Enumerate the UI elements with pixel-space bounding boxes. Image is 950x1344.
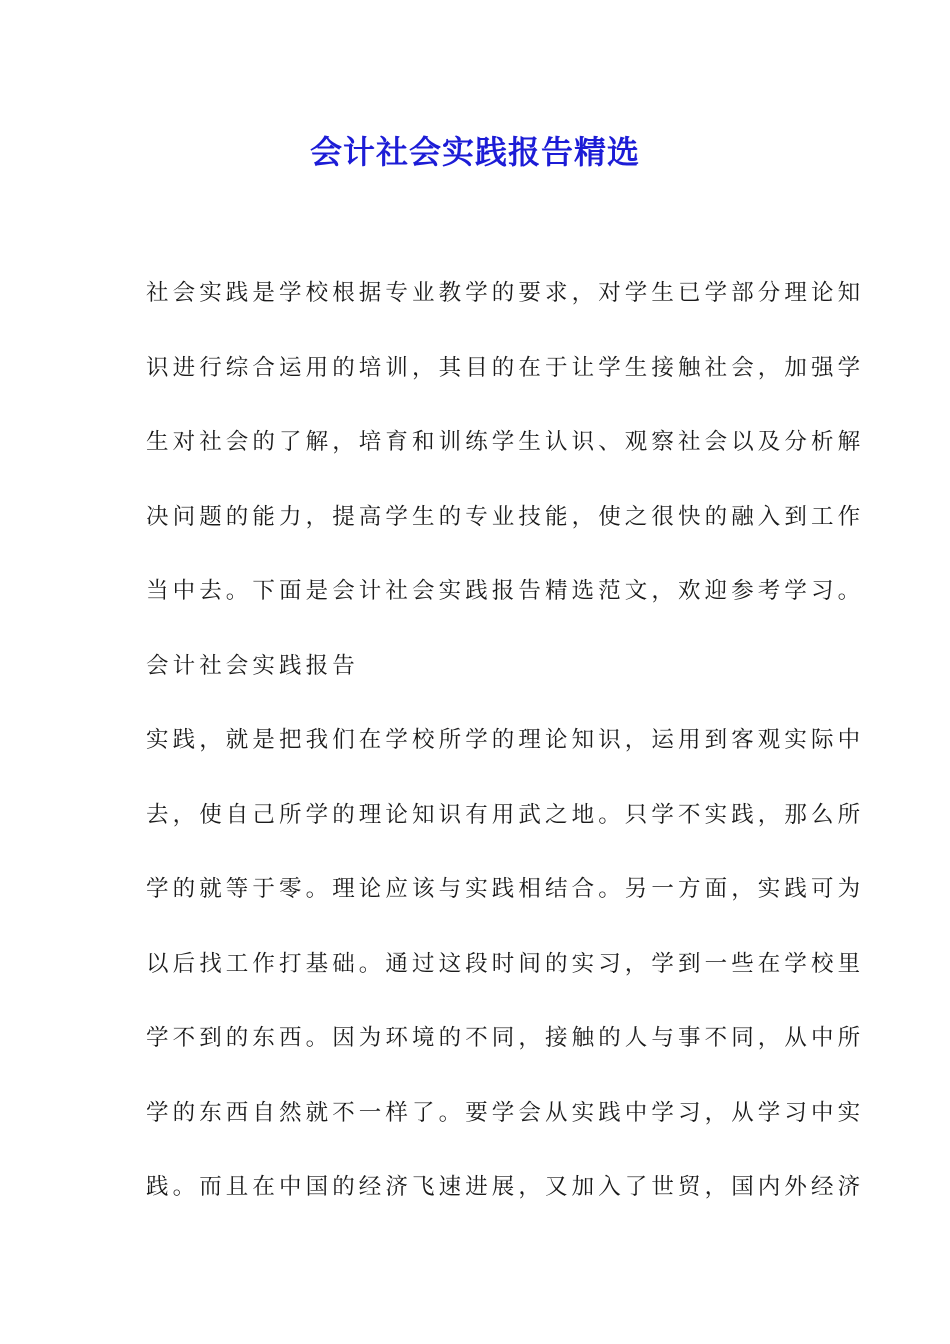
body-line: 践。而且在中国的经济飞速进展，又加入了世贸，国内外经济 <box>146 1174 865 1200</box>
body-line: 去，使自己所学的理论知识有用武之地。只学不实践，那么所 <box>146 801 865 828</box>
body-line: 以后找工作打基础。通过这段时间的实习，学到一些在学校里 <box>146 950 865 977</box>
intro-line: 社会实践是学校根据专业教学的要求，对学生已学部分理论知 <box>146 280 865 306</box>
intro-line: 当中去。下面是会计社会实践报告精选范文，欢迎参考学习。 <box>146 578 865 604</box>
document-title: 会计社会实践报告精选 <box>309 133 640 171</box>
intro-line: 生对社会的了解，培育和训练学生认识、观察社会以及分析解 <box>146 429 865 455</box>
intro-line: 识进行综合运用的培训，其目的在于让学生接触社会，加强学 <box>146 354 865 381</box>
section-heading: 会计社会实践报告 <box>146 652 359 679</box>
body-line: 学的东西自然就不一样了。要学会从实践中学习，从学习中实 <box>146 1099 865 1126</box>
body-line: 学不到的东西。因为环境的不同，接触的人与事不同，从中所 <box>146 1025 865 1051</box>
body-paragraph <box>146 703 865 1225</box>
intro-line: 决问题的能力，提高学生的专业技能，使之很快的融入到工作 <box>146 503 865 530</box>
intro-paragraph <box>146 256 865 629</box>
section-heading-paragraph <box>146 629 806 704</box>
body-line: 学的就等于零。理论应该与实践相结合。另一方面，实践可为 <box>146 876 865 902</box>
body-line: 实践，就是把我们在学校所学的理论知识，运用到客观实际中 <box>146 727 865 753</box>
document-body <box>146 256 865 1225</box>
